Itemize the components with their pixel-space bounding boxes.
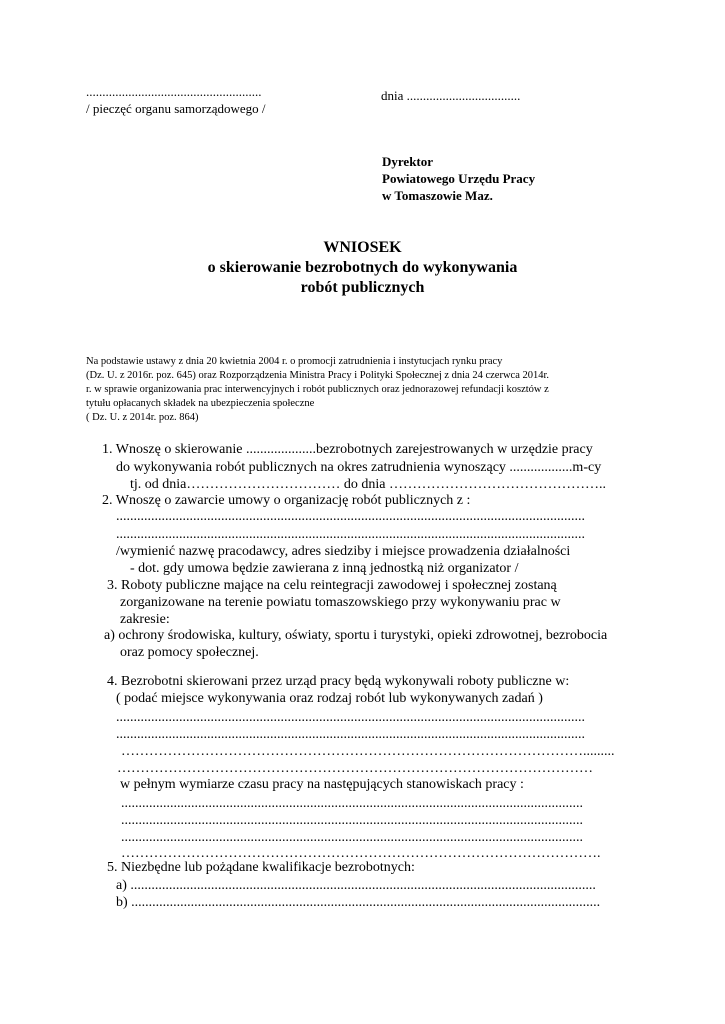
item1-line3: tj. od dnia…………………………… do dnia ………………………………………..	[130, 477, 606, 492]
item4-line1: 4. Bezrobotni skierowani przez urząd pracy będą wykonywali roboty publiczne w:	[107, 674, 570, 689]
item2-line1: 2. Wnoszę o zawarcie umowy o organizację robót publicznych z :	[102, 493, 471, 508]
item4-dots6: ....................................................................................................................................	[121, 813, 583, 828]
title-line3: robót publicznych	[300, 279, 425, 296]
item4-dots7: ....................................................................................................................................	[121, 830, 583, 845]
item4-dots3: ……………………………………………………………………………………….........	[121, 744, 615, 759]
item4-dots5: ....................................................................................................................................	[121, 796, 583, 811]
addressee-line3: w Tomaszowie Maz.	[382, 188, 493, 203]
legal-basis-line3: r. w sprawie organizowania prac interwencyjnych i robót publicznych oraz jednorazowej refundacji kosztów z	[86, 384, 549, 395]
stamp-label: / pieczęć organu samorządowego /	[86, 101, 266, 116]
item4-dots8: ………………………………………………………………………………………….	[121, 846, 601, 861]
legal-basis-line2: (Dz. U. z 2016r. poz. 645) oraz Rozporządzenia Ministra Pracy i Polityki Społecznej z dnia 24 czerwca 2014r.	[86, 370, 550, 381]
item3-a-line2: oraz pomocy społecznej.	[120, 645, 259, 660]
item4-dots2: ......................................................................................................................................	[116, 727, 585, 742]
item3-line3: zakresie:	[120, 612, 170, 627]
addressee-line1: Dyrektor	[382, 154, 434, 169]
item1-line1: 1. Wnoszę o skierowanie ....................bezrobotnych zarejestrowanych w urzędzie pracy	[102, 442, 593, 457]
item3-line2: zorganizowane na terenie powiatu tomaszowskiego przy wykonywaniu prac w	[120, 595, 561, 610]
legal-basis-line1: Na podstawie ustawy z dnia 20 kwietnia 2004 r. o promocji zatrudnienia i instytucjach rynku pracy	[86, 356, 503, 367]
legal-basis-line5: ( Dz. U. z 2014r. poz. 864)	[86, 412, 199, 423]
item4-line3: w pełnym wymiarze czasu pracy na następujących stanowiskach pracy :	[120, 777, 524, 792]
stamp-dots: ......................................................	[86, 84, 262, 99]
item4-dots4: …………………………………………………………………………………………	[117, 761, 593, 776]
item2-dots2: ......................................................................................................................................	[116, 527, 585, 542]
item5-b: b) ......................................................................................................................................	[116, 895, 601, 910]
item1-line2: do wykonywania robót publicznych na okres zatrudnienia wynoszący ..................m-cy	[116, 460, 602, 475]
item5-line1: 5. Niezbędne lub pożądane kwalifikacje bezrobotnych:	[107, 860, 415, 875]
item4-line2: ( podać miejsce wykonywania oraz rodzaj robót lub wykonywanych zadań )	[116, 691, 543, 706]
item2-dots1: ......................................................................................................................................	[116, 509, 585, 524]
item5-a: a) .....................................................................................................................................	[116, 878, 596, 893]
item3-a-line1: a) ochrony środowiska, kultury, oświaty, sportu i turystyki, opieki zdrowotnej, bezrobocia	[104, 628, 608, 643]
item2-note1: /wymienić nazwę pracodawcy, adres siedziby i miejsce prowadzenia działalności	[116, 544, 571, 559]
item4-dots1: ......................................................................................................................................	[116, 710, 585, 725]
title-line2: o skierowanie bezrobotnych do wykonywania	[207, 259, 518, 276]
item2-note2: - dot. gdy umowa będzie zawierana z inną jednostką niż organizator /	[130, 561, 519, 576]
date-line: dnia ...................................	[381, 88, 521, 103]
title-line1: WNIOSEK	[323, 239, 402, 256]
item3-line1: 3. Roboty publiczne mające na celu reintegracji zawodowej i społecznej zostaną	[107, 578, 557, 593]
legal-basis-line4: tytułu opłacanych składek na ubezpieczenia społeczne	[86, 398, 315, 409]
addressee-line2: Powiatowego Urzędu Pracy	[382, 171, 536, 186]
